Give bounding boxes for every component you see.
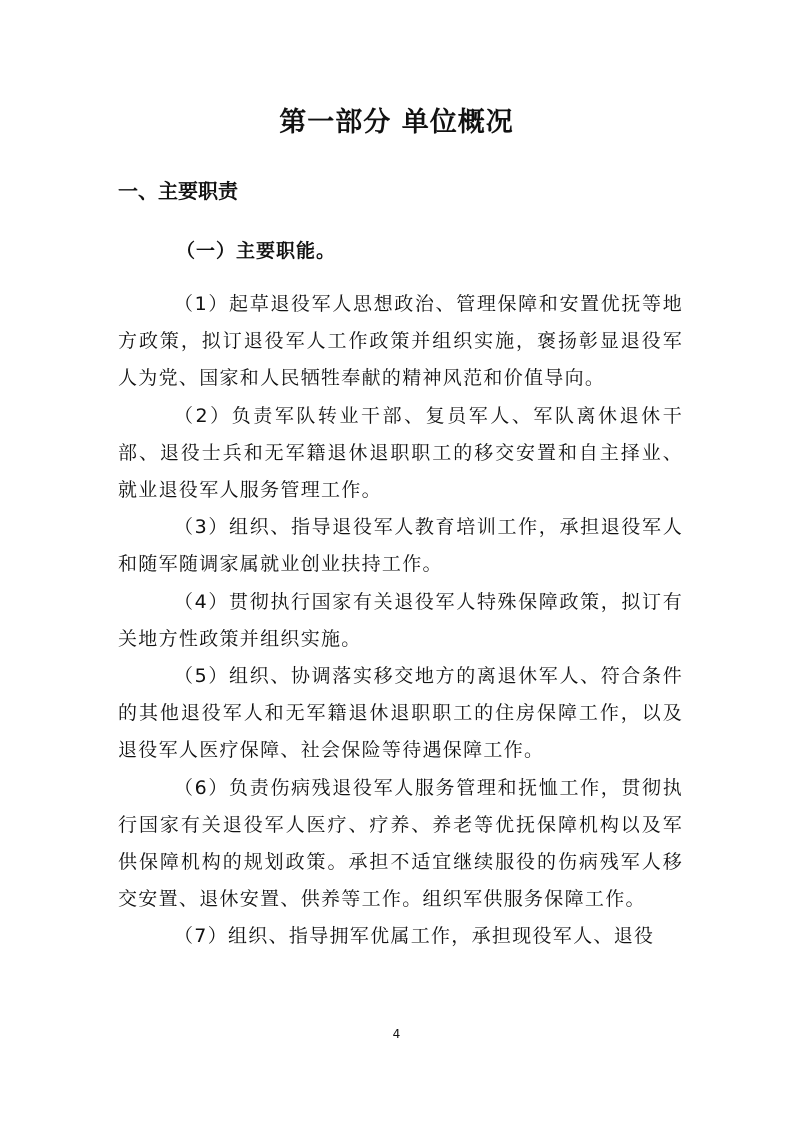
page-title: 第一部分 单位概况 bbox=[279, 107, 514, 138]
paragraph-1: （1）起草退役军人思想政治、管理保障和安置优抚等地方政策，拟订退役军人工作政策并组织实施，褒扬彰显退役军人为党、国家和人民牺牲奉献的精神风范和价值导向。 bbox=[118, 293, 683, 390]
paragraph-7: （7）组织、指导拥军优属工作，承担现役军人、退役 bbox=[174, 925, 655, 948]
body-text bbox=[118, 286, 683, 956]
paragraph-6: （6）负责伤病残退役军人服务管理和抚恤工作，贯彻执行国家有关退役军人医疗、疗养、养老等优抚保障机构以及军供保障机构的规划政策。承担不适宜继续服役的伤病残军人移交安置、退休安置、供养等工作。组织军供服务保障工作。 bbox=[118, 776, 683, 911]
section-heading: 一、主要职责 bbox=[118, 179, 238, 203]
subsection-heading: （一）主要职能。 bbox=[176, 240, 337, 262]
paragraph-3: （3）组织、指导退役军人教育培训工作，承担退役军人和随军随调家属就业创业扶持工作。 bbox=[118, 516, 683, 576]
paragraph-5: （5）组织、协调落实移交地方的离退休军人、符合条件的其他退役军人和无军籍退休退职职工的住房保障工作，以及退役军人医疗保障、社会保险等待遇保障工作。 bbox=[118, 665, 683, 762]
paragraph-2: （2）负责军队转业干部、复员军人、军队离休退休干部、退役士兵和无军籍退休退职职工的移交安置和自主择业、就业退役军人服务管理工作。 bbox=[118, 404, 683, 502]
paragraph-4: （4）贯彻执行国家有关退役军人特殊保障政策，拟订有关地方性政策并组织实施。 bbox=[118, 590, 683, 650]
page-number: 4 bbox=[392, 1027, 401, 1041]
